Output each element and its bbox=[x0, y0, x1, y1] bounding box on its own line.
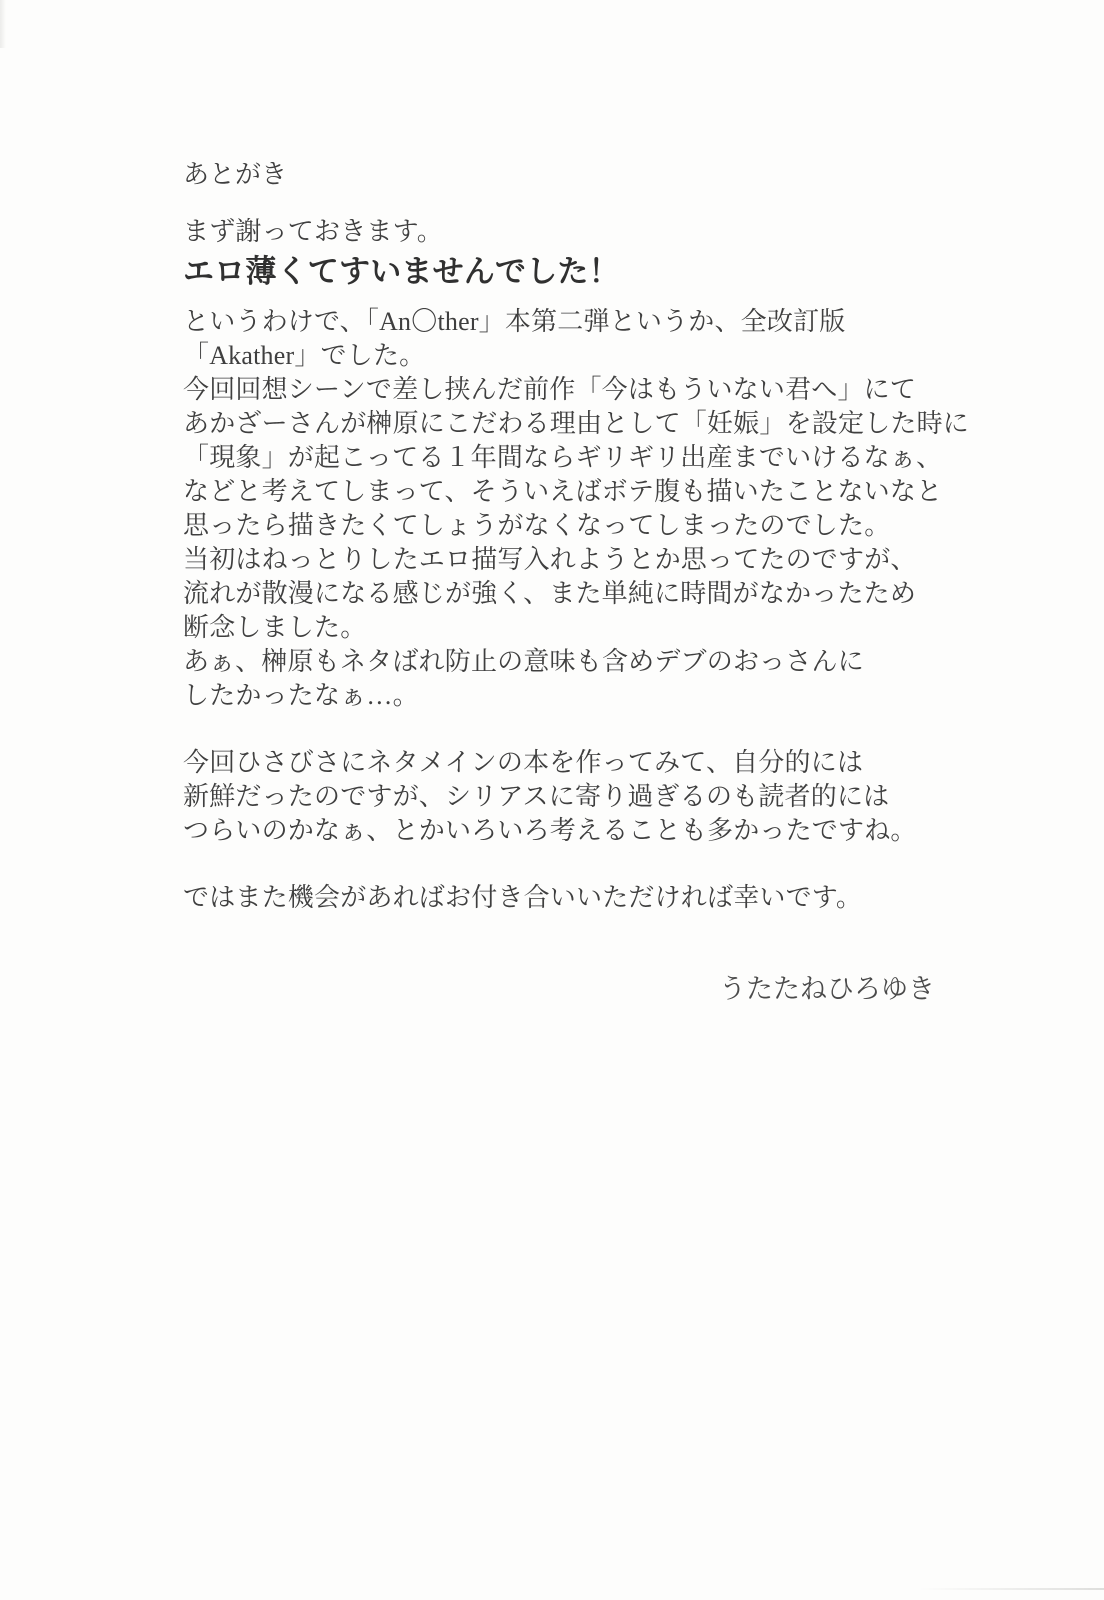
text-line: などと考えてしまって、そういえばボテ腹も描いたことないなと bbox=[183, 477, 943, 506]
text-line: 思ったら描きたくてしょうがなくなってしまったのでした。 bbox=[183, 511, 891, 540]
text-line: エロ薄くてすいませんでした！ bbox=[183, 254, 620, 289]
text-line: 流れが散漫になる感じが強く、また単純に時間がなかったため bbox=[183, 579, 917, 608]
afterword-paragraphs bbox=[183, 215, 973, 915]
afterword-text-block bbox=[183, 158, 973, 1006]
blank-line bbox=[183, 848, 973, 881]
text-line: というわけで、「An〇ther」本第二弾というか、全改訂版 bbox=[183, 307, 846, 336]
blank-line bbox=[183, 713, 973, 746]
text-line: 断念しました。 bbox=[183, 613, 367, 642]
text-line: 新鮮だったのですが、シリアスに寄り過ぎるのも読者的には bbox=[183, 782, 890, 811]
scan-edge-artifact bbox=[919, 1588, 1104, 1590]
text-line: 今回回想シーンで差し挟んだ前作「今はもういない君へ」にて bbox=[183, 375, 917, 404]
text-line: あぁ、榊原もネタばれ防止の意味も含めデブのおっさんに bbox=[183, 647, 864, 676]
text-line: 「現象」が起こってる１年間ならギリギリ出産までいけるなぁ、 bbox=[183, 443, 943, 472]
text-line: 当初はねっとりしたエロ描写入れようとか思ってたのですが、 bbox=[183, 545, 917, 574]
text-line: 今回ひさびさにネタメインの本を作ってみて、自分的には bbox=[183, 748, 864, 777]
scan-edge-artifact bbox=[0, 0, 6, 48]
text-line: 「Akather」でした。 bbox=[183, 341, 426, 370]
text-line: まず謝っておきます。 bbox=[183, 217, 443, 246]
page-title: あとがき bbox=[183, 160, 288, 189]
text-line: したかったなぁ…。 bbox=[183, 681, 419, 710]
text-line: ではまた機会があればお付き合いいただければ幸いです。 bbox=[183, 883, 863, 912]
author-signature: うたたねひろゆき bbox=[719, 974, 935, 1004]
text-line: あかざーさんが榊原にこだわる理由として「妊娠」を設定した時に bbox=[183, 409, 970, 438]
text-line: つらいのかなぁ、とかいろいろ考えることも多かったですね。 bbox=[183, 816, 917, 845]
